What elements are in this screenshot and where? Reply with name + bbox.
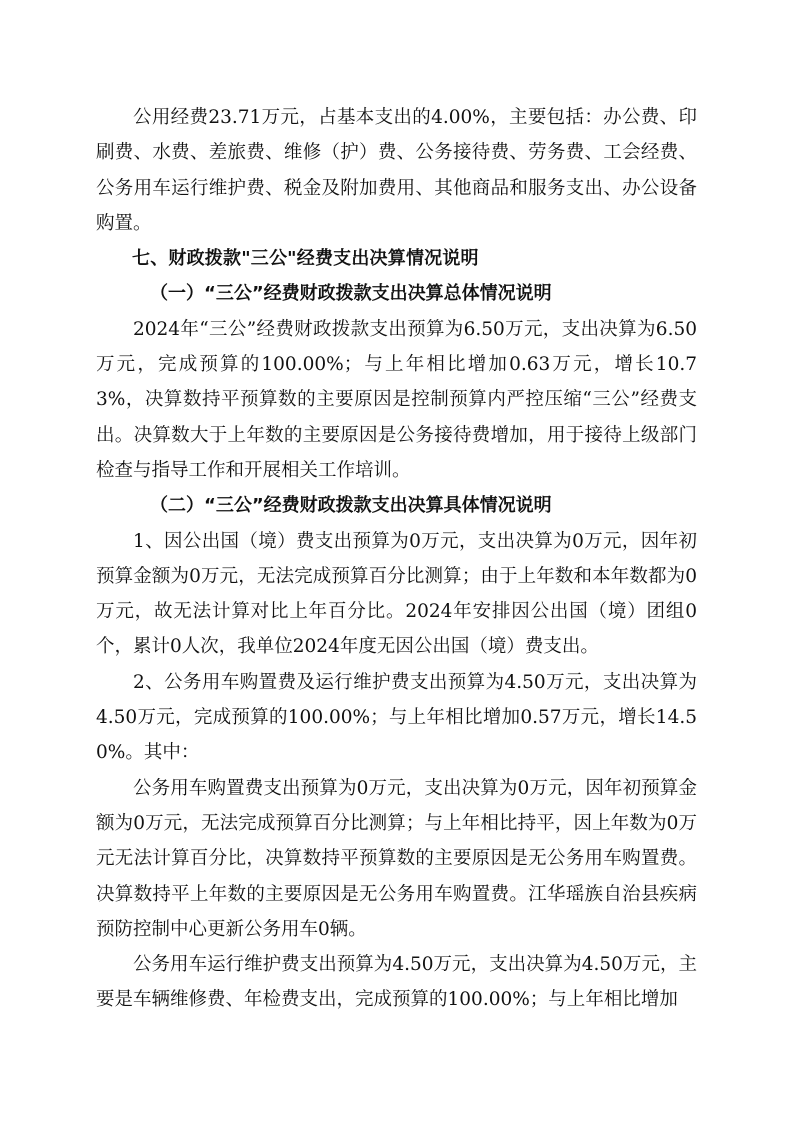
paragraph-overseas-travel: 1、因公出国（境）费支出预算为0万元，支出决算为0万元，因年初预算金额为0万元，无法完成预算百分比测算；由于上年数和本年数都为0万元，故无法计算对比上年百分比。2024年安排因公出国（境）团组0个，累计0人次，我单位2024年度无因公出国（境）费支出。 — [96, 530, 697, 658]
paragraph-public-expenses: 公用经费23.71万元，占基本支出的4.00%，主要包括：办公费、印刷费、水费、差旅费、维修（护）费、公务接待费、劳务费、工会经费、公务用车运行维护费、税金及附加费用、其他商品和服务支出、办公设备购置。 — [96, 107, 697, 234]
paragraph-vehicle-maintenance: 公务用车运行维护费支出预算为4.50万元，支出决算为4.50万元，主要是车辆维修费、年检费支出，完成预算的100.00%；与上年相比增加 — [96, 954, 697, 1011]
paragraph-vehicle-total: 2、公务用车购置费及运行维护费支出预算为4.50万元，支出决算为4.50万元，完成预算的100.00%；与上年相比增加0.57万元，增长14.50%。其中： — [96, 671, 697, 764]
section-heading-seven: 七、财政拨款"三公"经费支出决算情况说明 — [132, 248, 479, 270]
subheading-overall: （一）“三公”经费财政拨款支出决算总体情况说明 — [150, 283, 552, 305]
paragraph-vehicle-purchase: 公务用车购置费支出预算为0万元，支出决算为0万元，因年初预算金额为0万元，无法完成预算百分比测算；与上年相比持平，因上年数为0万元无法计算百分比，决算数持平预算数的主要原因是无公务用车购置费。决算数持平上年数的主要原因是无公务用车购置费。江华瑶族自治县疾病预防控制中心更新公务用车0辆。 — [96, 777, 697, 940]
document-body — [96, 100, 697, 1018]
paragraph-overall-summary: 2024年“三公”经费财政拨款支出预算为6.50万元，支出决算为6.50万元，完成预算的100.00%；与上年相比增加0.63万元，增长10.73%，决算数持平预算数的主要原因是控制预算内严控压缩“三公”经费支出。决算数大于上年数的主要原因是公务接待费增加，用于接待上级部门检查与指导工作和开展相关工作培训。 — [96, 318, 697, 481]
subheading-specific: （二）“三公”经费财政拨款支出决算具体情况说明 — [150, 495, 552, 517]
